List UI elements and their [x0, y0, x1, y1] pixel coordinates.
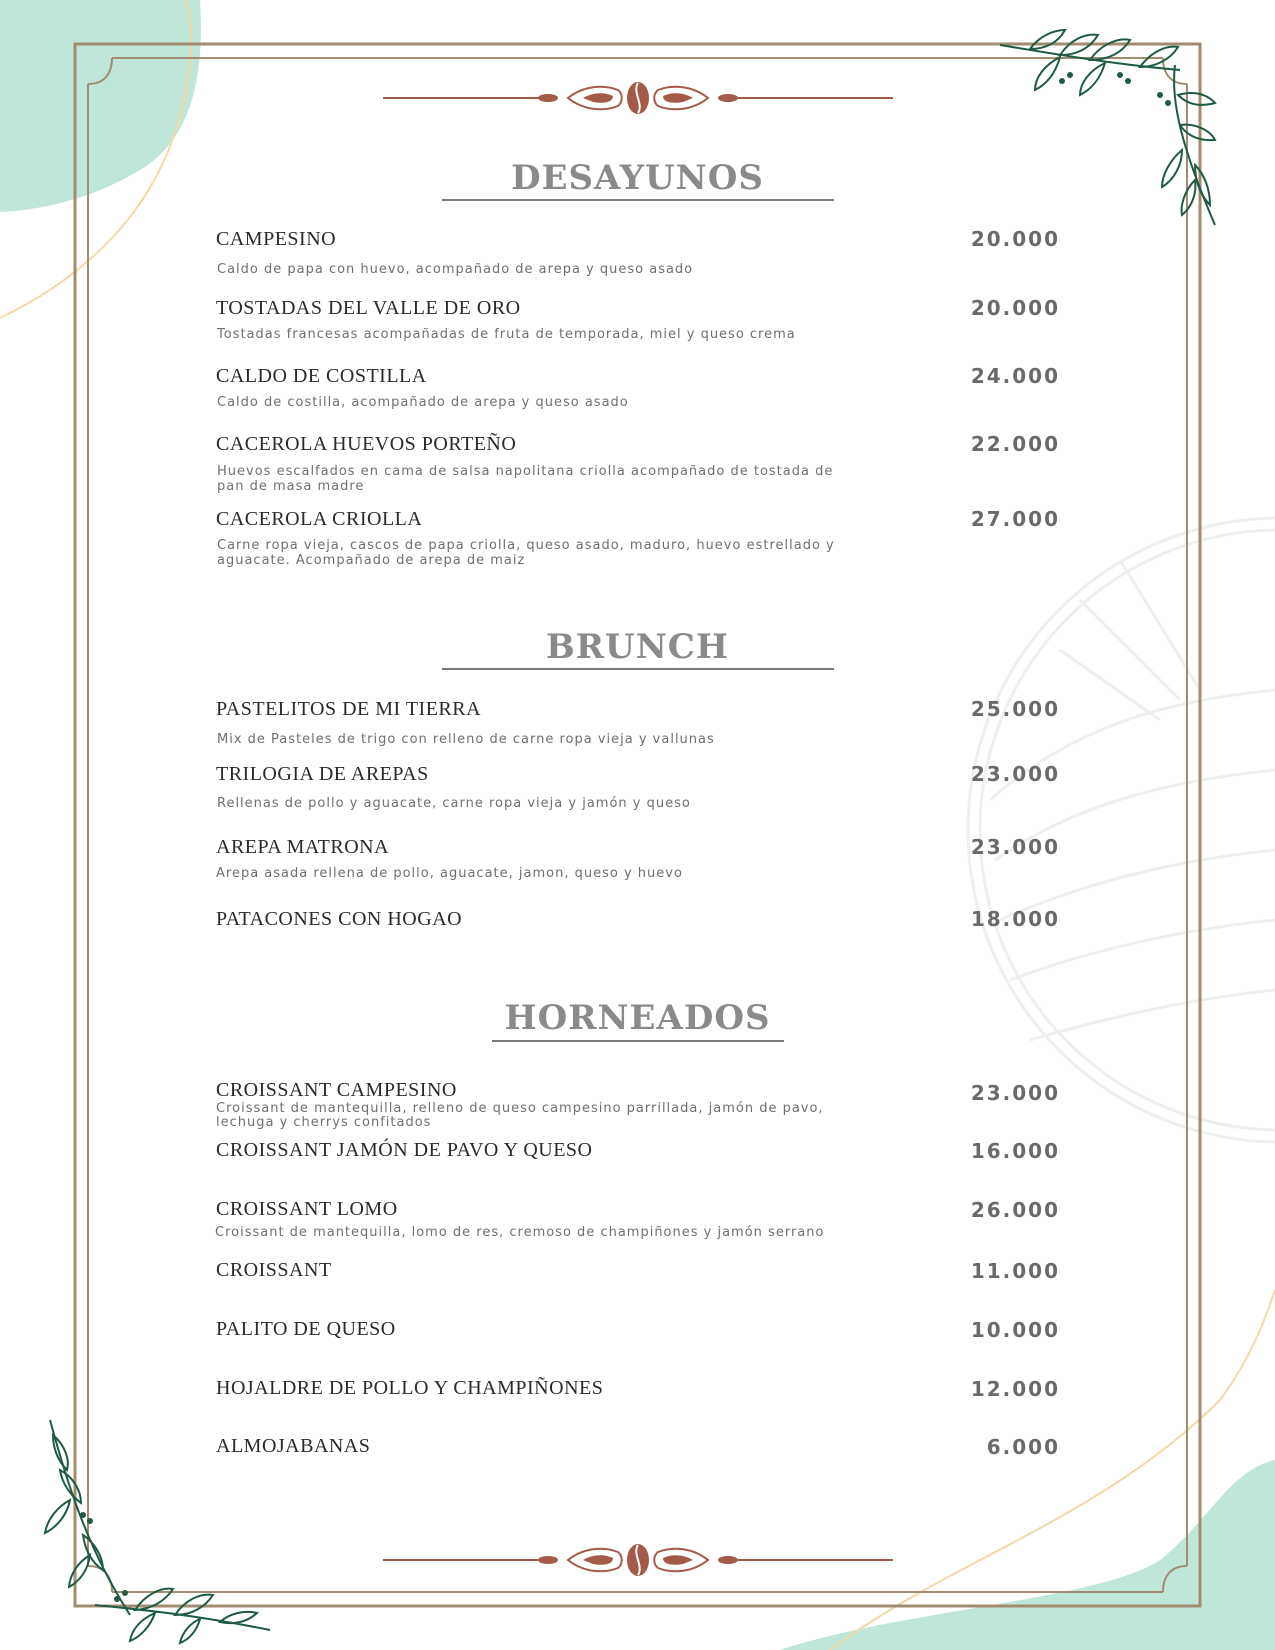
- leaf-branch-top-right-icon: [1000, 15, 1250, 235]
- item-name: CACEROLA HUEVOS PORTEÑO: [216, 433, 517, 455]
- item-name: AREPA MATRONA: [216, 836, 390, 858]
- item-name: PALITO DE QUESO: [216, 1318, 396, 1340]
- item-description: Tostadas francesas acompañadas de fruta de temporada, miel y queso crema: [217, 327, 796, 342]
- item-name: ALMOJABANAS: [216, 1435, 371, 1457]
- section-underline: [492, 1040, 784, 1042]
- menu-frame: [75, 44, 1200, 1606]
- section-title-desayunos: DESAYUNOS: [511, 158, 764, 198]
- item-price: 27.000: [970, 507, 1060, 531]
- item-name: CALDO DE COSTILLA: [216, 365, 427, 387]
- section-underline: [442, 668, 834, 670]
- item-description: Arepa asada rellena de pollo, aguacate, jamon, queso y huevo: [216, 866, 683, 881]
- coffee-bean-icon: [627, 1544, 649, 1576]
- bottom-ornament: [383, 1542, 893, 1578]
- item-name: CROISSANT LOMO: [216, 1198, 398, 1220]
- top-ornament: [383, 80, 893, 116]
- item-description: Huevos escalfados en cama de salsa napolitana criolla acompañado de tostada de pan de masa madre: [217, 464, 834, 494]
- item-price: 20.000: [970, 296, 1060, 320]
- item-description: Rellenas de pollo y aguacate, carne ropa vieja y jamón y queso: [217, 796, 691, 811]
- item-price: 23.000: [970, 835, 1060, 859]
- item-name: TOSTADAS DEL VALLE DE ORO: [216, 297, 521, 319]
- item-price: 23.000: [970, 1081, 1060, 1105]
- item-price: 6.000: [986, 1435, 1060, 1459]
- item-name: PASTELITOS DE MI TIERRA: [216, 698, 482, 720]
- item-price: 16.000: [970, 1139, 1060, 1163]
- item-price: 20.000: [970, 227, 1060, 251]
- item-name: CAMPESINO: [216, 228, 337, 250]
- item-price: 24.000: [970, 364, 1060, 388]
- item-description: Caldo de costilla, acompañado de arepa y queso asado: [217, 395, 629, 410]
- item-name: TRILOGIA DE AREPAS: [216, 763, 429, 785]
- item-price: 26.000: [970, 1198, 1060, 1222]
- item-price: 10.000: [970, 1318, 1060, 1342]
- section-title-horneados: HORNEADOS: [504, 998, 771, 1038]
- item-price: 12.000: [970, 1377, 1060, 1401]
- section-underline: [442, 199, 834, 201]
- item-description: Carne ropa vieja, cascos de papa criolla, queso asado, maduro, huevo estrellado y aguacate. Acompañado de arepa de maiz: [217, 538, 835, 568]
- item-description: Croissant de mantequilla, relleno de queso campesino parrillada, jamón de pavo, lechuga y cherrys confitados: [216, 1101, 824, 1130]
- section-title-brunch: BRUNCH: [546, 627, 729, 667]
- item-name: CROISSANT JAMÓN DE PAVO Y QUESO: [216, 1139, 593, 1161]
- watermark-logo: [968, 518, 1275, 1142]
- item-price: 22.000: [970, 432, 1060, 456]
- item-description: Mix de Pasteles de trigo con relleno de carne ropa vieja y vallunas: [217, 732, 715, 747]
- item-name: PATACONES CON HOGAO: [216, 908, 463, 930]
- item-description: Croissant de mantequilla, lomo de res, cremoso de champiñones y jamón serrano: [215, 1225, 825, 1240]
- item-name: CACEROLA CRIOLLA: [216, 508, 423, 530]
- item-price: 25.000: [970, 697, 1060, 721]
- item-price: 23.000: [970, 762, 1060, 786]
- item-name: CROISSANT CAMPESINO: [216, 1079, 457, 1101]
- item-price: 11.000: [970, 1259, 1060, 1283]
- item-description: Caldo de papa con huevo, acompañado de arepa y queso asado: [217, 262, 694, 277]
- item-name: HOJALDRE DE POLLO Y CHAMPIÑONES: [216, 1377, 604, 1399]
- item-price: 18.000: [970, 907, 1060, 931]
- coffee-bean-icon: [627, 82, 649, 114]
- item-name: CROISSANT: [216, 1259, 332, 1281]
